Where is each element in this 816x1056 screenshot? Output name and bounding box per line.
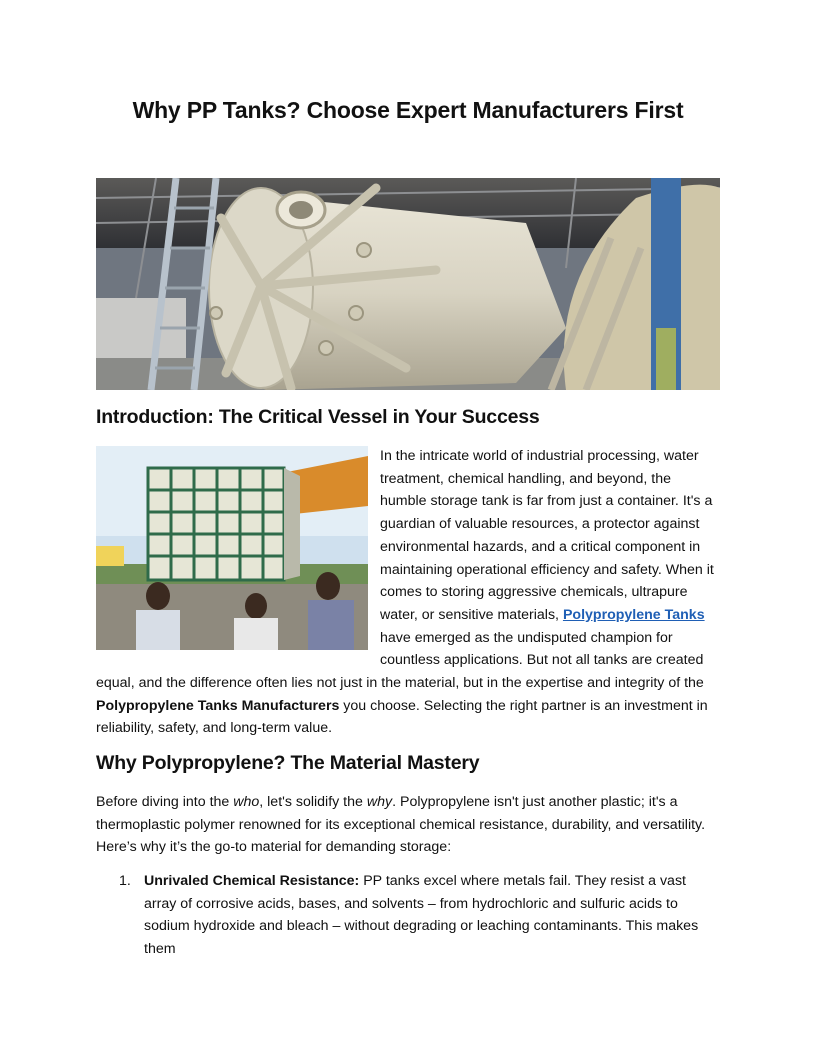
intro-text-part3: you choose. Selecting the right partner is an investment in reliability, safety, and long-term value. [96, 697, 708, 737]
list-item-title: Unrivaled Chemical Resistance: [144, 873, 360, 889]
section-heading-introduction: Introduction: The Critical Vessel in Your Success [96, 406, 540, 428]
list-item [96, 870, 720, 961]
intro-image-crane-tank [96, 446, 368, 650]
intro-text-part2: have emerged as the undisputed champion for countless applications. But not all tanks are created equal, and the difference often lies not just in the material, but in the expertise and integrity of the [96, 629, 704, 692]
list-item-text: PP tanks excel where metals fail. They resist a vast array of corrosive acids, bases, and solvents – from hydrochloric and sulfuric acids to sodium hydroxide and bleach – without degrading or leaching contaminants. This makes them [144, 873, 699, 958]
section-heading-why-polypropylene: Why Polypropylene? The Material Mastery [96, 752, 480, 774]
why-paragraph [96, 791, 720, 859]
why-emphasis-who: who [233, 794, 260, 810]
why-text-start: Before diving into the [96, 794, 234, 810]
benefits-list [96, 870, 720, 961]
why-emphasis-why: why [366, 794, 393, 810]
intro-section [96, 445, 720, 740]
intro-text-part1: In the intricate world of industrial processing, water treatment, chemical handling, and beyond, the humble storage tank is far from just a container. It's a guardian of valuable resources, a protector against environmental hazards, and a critical component in maintaining operational efficiency and safety. When it comes to storing aggressive chemicals, ultrapure water, or sensitive materials, [380, 448, 714, 623]
list-item-number: 1. [119, 873, 131, 889]
hero-image-pp-tank [96, 178, 720, 390]
why-text-end: . Polypropylene isn't just another plastic; it's a thermoplastic polymer renowned for its exceptional chemical resistance, durability, and versatility. Here’s why it’s the go-to material for demanding storage: [96, 794, 706, 856]
page-title: Why PP Tanks? Choose Expert Manufacturers First [132, 97, 684, 123]
why-text-mid: , let's solidify the [259, 794, 367, 810]
polypropylene-tanks-link[interactable]: Polypropylene Tanks [562, 606, 705, 623]
manufacturers-bold-text: Polypropylene Tanks Manufacturers [96, 697, 340, 714]
